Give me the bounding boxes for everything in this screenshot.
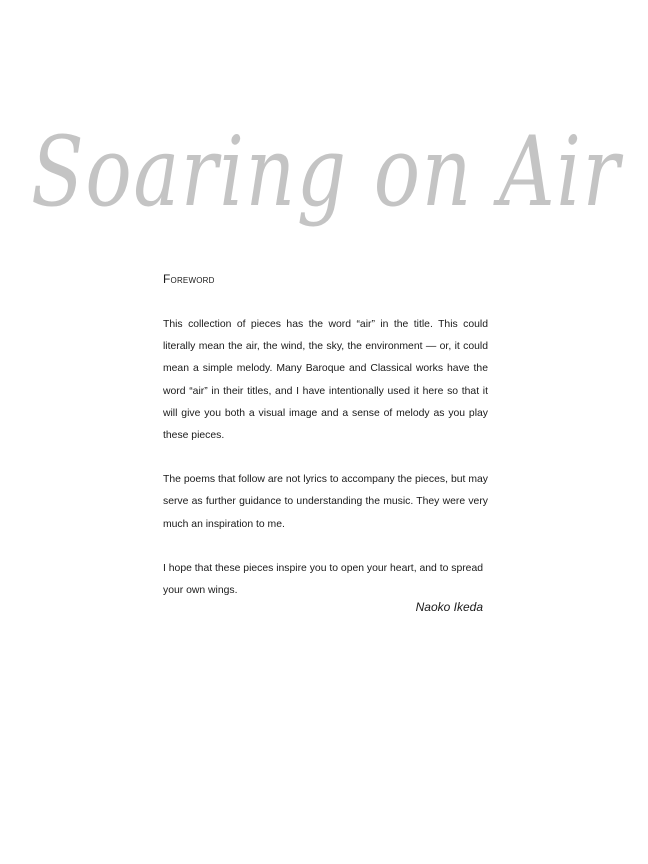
title-text: Soaring on Air (31, 116, 624, 228)
author-signature: Naoko Ikeda (415, 600, 483, 614)
paragraph-3: I hope that these pieces inspire you to open your heart, and to spread your own wings. (163, 562, 484, 597)
decorative-script-title (20, 110, 632, 260)
paragraph-1: This collection of pieces has the word “air” in the title. This could literally mean the air, the wind, the sky, the environment — or, it could mean a simple melody. Many Baroque and Classical works have the word “air” in their titles, and I have intentionally used it here so that it will give you both a visual image and a sense of melody as you play these pieces. (163, 319, 488, 442)
foreword-section (163, 272, 488, 624)
foreword-heading: Foreword (163, 272, 215, 286)
paragraph-2: The poems that follow are not lyrics to accompany the pieces, but may serve as further guidance to understanding the music. They were very much an inspiration to me. (163, 474, 488, 530)
